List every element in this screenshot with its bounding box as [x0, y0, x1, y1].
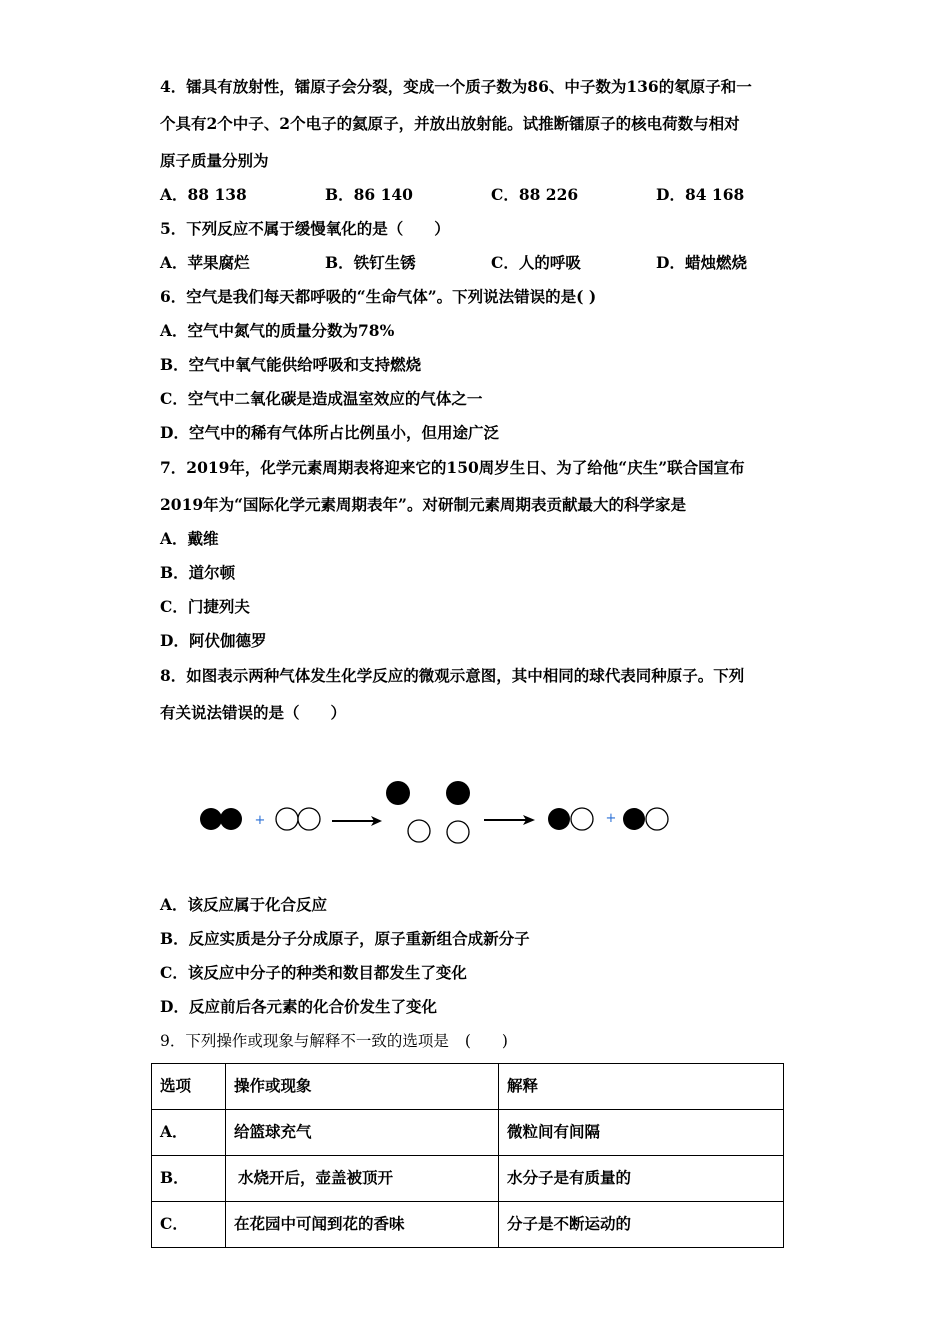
table-cell-operation-text: 水烧开后，壶盖被顶开 — [238, 1168, 394, 1187]
white-atom — [447, 821, 469, 843]
plus-sign: + — [605, 811, 617, 826]
table-cell-operation: 在花园中可闻到花的香味 — [226, 1202, 499, 1248]
q7-stem-line-1: 7．2019年，化学元素周期表将迎来它的150周岁生日、为了给他“庆生”联合国宣布 — [160, 458, 745, 477]
q8-option-d: D．反应前后各元素的化合价发生了变化 — [160, 997, 437, 1016]
q7-stem-line-2: 2019年为“国际化学元素周期表年”。对研制元素周期表贡献最大的科学家是 — [160, 495, 686, 514]
table-cell-operation — [226, 1156, 499, 1202]
table-row — [152, 1156, 784, 1202]
q5-option-a: A．苹果腐烂 — [160, 253, 250, 272]
white-atom — [298, 808, 320, 830]
mixed-molecule — [548, 808, 593, 830]
table-cell-option: C． — [152, 1202, 226, 1248]
black-atom — [220, 808, 242, 830]
q9-stem-text: 9．下列操作或现象与解释不一致的选项是 — [160, 1032, 449, 1050]
table-cell-explanation: 水分子是有质量的 — [499, 1156, 784, 1202]
mixed-molecule — [623, 808, 668, 830]
white-atom — [646, 808, 668, 830]
q8-option-b: B．反应实质是分子分成原子，原子重新组合成新分子 — [160, 929, 530, 948]
table-row — [152, 1202, 784, 1248]
table-cell-option: B． — [152, 1156, 226, 1202]
table-cell-explanation: 分子是不断运动的 — [499, 1202, 784, 1248]
white-atom — [571, 808, 593, 830]
q4-stem-line-3: 原子质量分别为 — [160, 151, 269, 170]
table-row — [152, 1110, 784, 1156]
q4-stem-line-2: 个具有2个中子、2个电子的氦原子，并放出放射能。试推断镭原子的核电荷数与相对 — [160, 114, 740, 133]
q9-answer-paren: ( ) — [464, 1032, 508, 1050]
q8-option-a: A．该反应属于化合反应 — [160, 895, 328, 914]
q5-option-d: D．蜡烛燃烧 — [656, 253, 747, 272]
q5-stem: 5．下列反应不属于缓慢氧化的是（ ） — [160, 219, 450, 238]
q6-option-d: D．空气中的稀有气体所占比例虽小，但用途广泛 — [160, 423, 499, 442]
q4-option-a: A．88 138 — [160, 185, 247, 204]
q6-option-a: A．空气中氮气的质量分数为78% — [160, 321, 395, 340]
q6-stem: 6．空气是我们每天都呼吸的“生命气体”。下列说法错误的是( ) — [160, 287, 597, 306]
white-atom — [276, 808, 298, 830]
q6-option-b: B．空气中氧气能供给呼吸和支持燃烧 — [160, 355, 422, 374]
q9-stem — [160, 1031, 508, 1051]
white-diatomic-molecule — [276, 808, 320, 830]
table-cell-operation: 给篮球充气 — [226, 1110, 499, 1156]
table-header-explanation: 解释 — [499, 1064, 784, 1110]
table-header-row — [152, 1064, 784, 1110]
q4-option-c: C．88 226 — [491, 185, 579, 204]
q7-option-b: B．道尔顿 — [160, 563, 236, 582]
q5-option-b: B．铁钉生锈 — [325, 253, 416, 272]
q4-option-b: B．86 140 — [325, 185, 413, 204]
black-atom — [548, 808, 570, 830]
table-cell-explanation: 微粒间有间隔 — [499, 1110, 784, 1156]
black-atom — [386, 781, 410, 805]
white-atom — [408, 820, 430, 842]
q7-option-d: D．阿伏伽德罗 — [160, 631, 267, 650]
q8-stem-line-1: 8．如图表示两种气体发生化学反应的微观示意图，其中相同的球代表同种原子。下列 — [160, 666, 745, 685]
reaction-diagram — [190, 770, 690, 850]
q7-option-c: C．门捷列夫 — [160, 597, 250, 616]
plus-sign: + — [254, 813, 266, 828]
q7-option-a: A．戴维 — [160, 529, 219, 548]
q9-table — [151, 1063, 784, 1248]
table-cell-option: A． — [152, 1110, 226, 1156]
black-atom — [623, 808, 645, 830]
reaction-arrow — [332, 816, 382, 826]
table-header-operation: 操作或现象 — [226, 1064, 499, 1110]
black-atom — [446, 781, 470, 805]
black-diatomic-molecule — [200, 808, 242, 830]
q5-option-c: C．人的呼吸 — [491, 253, 581, 272]
table-header-option: 选项 — [152, 1064, 226, 1110]
q4-stem-line-1: 4．镭具有放射性，镭原子会分裂，变成一个质子数为86、中子数为136的氡原子和一 — [160, 77, 752, 96]
q4-option-d: D．84 168 — [656, 185, 745, 204]
q8-stem-line-2: 有关说法错误的是（ ） — [160, 703, 347, 722]
q6-option-c: C．空气中二氧化碳是造成温室效应的气体之一 — [160, 389, 483, 408]
black-atom — [200, 808, 222, 830]
q8-option-c: C．该反应中分子的种类和数目都发生了变化 — [160, 963, 467, 982]
reaction-arrow — [484, 815, 535, 825]
